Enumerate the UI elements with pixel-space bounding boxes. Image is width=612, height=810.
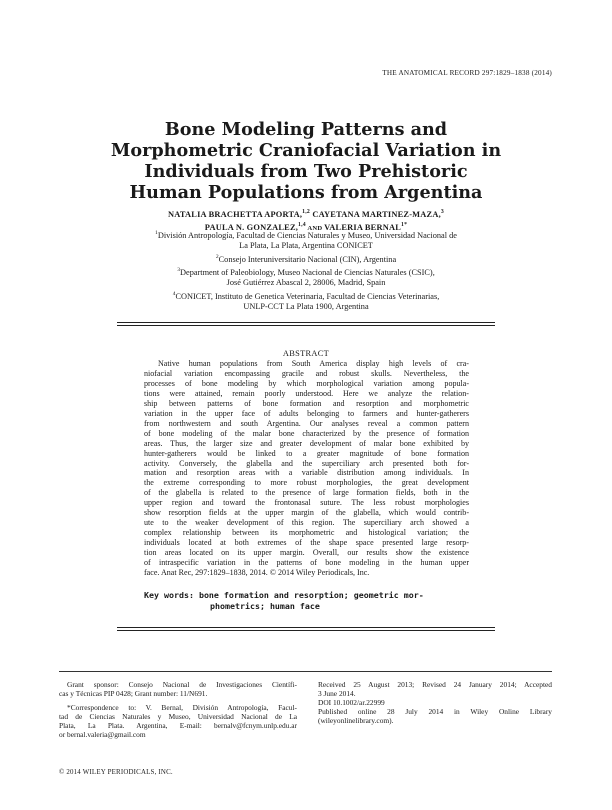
affiliation-text: UNLP-CCT La Plata 1900, Argentina: [243, 302, 369, 312]
footnote-divider: [59, 671, 552, 672]
affiliation-line: [0, 265, 612, 278]
author-affil-sup: 1,4: [298, 222, 306, 229]
received-line: Received 25 August 2013; Revised 24 January 2014; Accepted: [318, 680, 552, 689]
article-title: [0, 119, 612, 203]
title-line: Bone Modeling Patterns and: [164, 119, 448, 140]
correspondence-line: or bernal.valeria@gmail.com: [59, 730, 146, 739]
affiliation-line: [0, 278, 612, 289]
abstract-line: individuals located at both extremes of the shape space presented large resorp-: [144, 538, 469, 548]
footnotes-left: [59, 680, 297, 739]
divider-bottom-1: [117, 627, 495, 628]
abstract-line: show resorption fields at the upper margin of the glabella, which would contrib-: [144, 508, 469, 518]
affiliation-line: [0, 289, 612, 302]
correspondence-line: Plata, La Plata. Argentina, E-mail: bernalv@fcnym.unlp.edu.ar: [59, 721, 297, 730]
abstract-line: the extreme corresponding to more robust morphologies, the great development: [144, 478, 469, 488]
abstract-line: Native human populations from South America display high levels of cra-: [158, 359, 469, 368]
abstract-line: activity. Conversely, the glabella and the superciliary arch presented both for-: [144, 458, 469, 468]
author-conjunction: AND: [305, 225, 325, 233]
divider-top-1: [117, 322, 495, 323]
abstract-line: of intraspecific variation in the patterns of bone modeling in the human upper: [144, 558, 469, 568]
affiliation-sup: 2: [215, 253, 219, 260]
abstract-line: of the glabella is related to the presence of large formation fields, both in the: [144, 488, 469, 498]
correspondence-line: *Correspondence to: V. Bernal, División Antropología, Facul-: [67, 703, 297, 712]
abstract-line: ship between patterns of bone formation and resorption and morphometric: [144, 398, 469, 408]
abstract-body: [144, 359, 469, 578]
keywords-line: phometrics; human face: [210, 601, 320, 611]
abstract-heading: ABSTRACT: [282, 349, 330, 358]
affiliation-text: CONICET, Instituto de Genetica Veterinaria, Facultad de Ciencias Veterinarias,: [175, 291, 440, 301]
keywords-line: Key words: bone formation and resorption; geometric mor-: [144, 590, 424, 600]
affiliation-line: [0, 228, 612, 241]
received-line: 3 June 2014.: [318, 689, 356, 698]
title-line: Individuals from Two Prehistoric: [144, 161, 468, 182]
abstract-line: variation in the upper face of adults belonging to farmers and hunter-gatherers: [144, 408, 469, 418]
abstract-line: of bone modeling of the malar bone characterized by the presence of formation: [144, 428, 469, 438]
divider-bottom-2: [117, 630, 495, 631]
affiliations: [0, 228, 612, 313]
abstract-line: from northwestern and south Argentina. Our analyses reveal a common pattern: [144, 418, 469, 428]
grant-line: cas y Técnicas PIP 0428; Grant number: 11/N691.: [59, 689, 208, 698]
published-line: (wileyonlinelibrary.com).: [318, 716, 394, 725]
abstract-line: areas. Thus, the larger size and greater development of malar bone exhibited by: [144, 438, 469, 448]
affiliation-text: José Gutiérrez Abascal 2, 28006, Madrid, Spain: [226, 278, 386, 288]
affiliation-line: [0, 241, 612, 252]
running-head: THE ANATOMICAL RECORD 297:1829–1838 (2014): [382, 69, 552, 77]
affiliation-line: [0, 302, 612, 313]
abstract-line: complex relationship between its morphometric and histological variation; the: [144, 528, 469, 538]
abstract-line: upper region and toward the frontonasal suture. The less robust morphologies: [144, 498, 469, 508]
abstract-line: niofacial variation encompassing gracile and robust skulls. Nevertheless, the: [144, 368, 469, 378]
footnotes-right: [318, 680, 552, 725]
grant-line: Grant sponsor: Consejo Nacional de Investigaciones Científi-: [67, 680, 297, 689]
affiliation-text: Department of Paleobiology, Museo Nacional de Ciencias Naturales (CSIC),: [180, 267, 435, 277]
author-name: NATALIA BRACHETTA APORTA,: [168, 209, 303, 219]
author-affil-sup: 3: [440, 209, 444, 215]
abstract-line: tion areas located on its upper margin. Overall, our results show the existence: [144, 548, 469, 558]
divider-top-2: [117, 325, 495, 326]
abstract-line: mation and resorption areas with a variable distribution among individuals. In: [144, 468, 469, 478]
affiliation-text: Consejo Interuniversitario Nacional (CIN), Argentina: [218, 254, 397, 264]
correspondence-line: tad de Ciencias Naturales y Museo, Universidad Nacional de La: [59, 712, 297, 721]
author-name: PAULA N. GONZALEZ,: [204, 223, 299, 233]
title-line: Morphometric Craniofacial Variation in: [110, 140, 502, 161]
affiliation-sup: 3: [177, 267, 181, 274]
author-affil-sup: 1,2: [302, 209, 311, 215]
affiliation-line: [0, 252, 612, 265]
abstract-line: processes of bone modeling by which morphological variation among popula-: [144, 378, 469, 388]
title-line: Human Populations from Argentina: [129, 182, 483, 203]
doi: DOI 10.1002/ar.22999: [318, 698, 385, 707]
author-line: [0, 207, 612, 220]
abstract-line: tions were attained, remain poorly understood. Here we analyze the relation-: [144, 388, 469, 398]
affiliation-sup: 4: [172, 290, 176, 297]
copyright-notice: © 2014 WILEY PERIODICALS, INC.: [59, 769, 173, 776]
published-line: Published online 28 July 2014 in Wiley Online Library: [318, 707, 552, 716]
affiliation-text: División Antropología, Facultad de Ciencias Naturales y Museo, Universidad Nacional de: [157, 230, 457, 240]
abstract-line: ute to the weaker development of this region. The superciliary arch showed a: [144, 518, 469, 528]
author-name: CAYETANA MARTINEZ-MAZA,: [310, 209, 441, 219]
keywords: [144, 590, 424, 612]
affiliation-sup: 1: [155, 230, 158, 236]
affiliation-text: La Plata, La Plata, Argentina CONICET: [239, 241, 373, 251]
author-affil-sup: 1*: [401, 222, 408, 229]
abstract-line: hunter-gatherers would be linked to a greater magnitude of bone formation: [144, 448, 469, 458]
author-name: VALERIA BERNAL: [324, 223, 402, 233]
abstract-line: face. Anat Rec, 297:1829–1838, 2014. © 2014 Wiley Periodicals, Inc.: [144, 568, 370, 578]
